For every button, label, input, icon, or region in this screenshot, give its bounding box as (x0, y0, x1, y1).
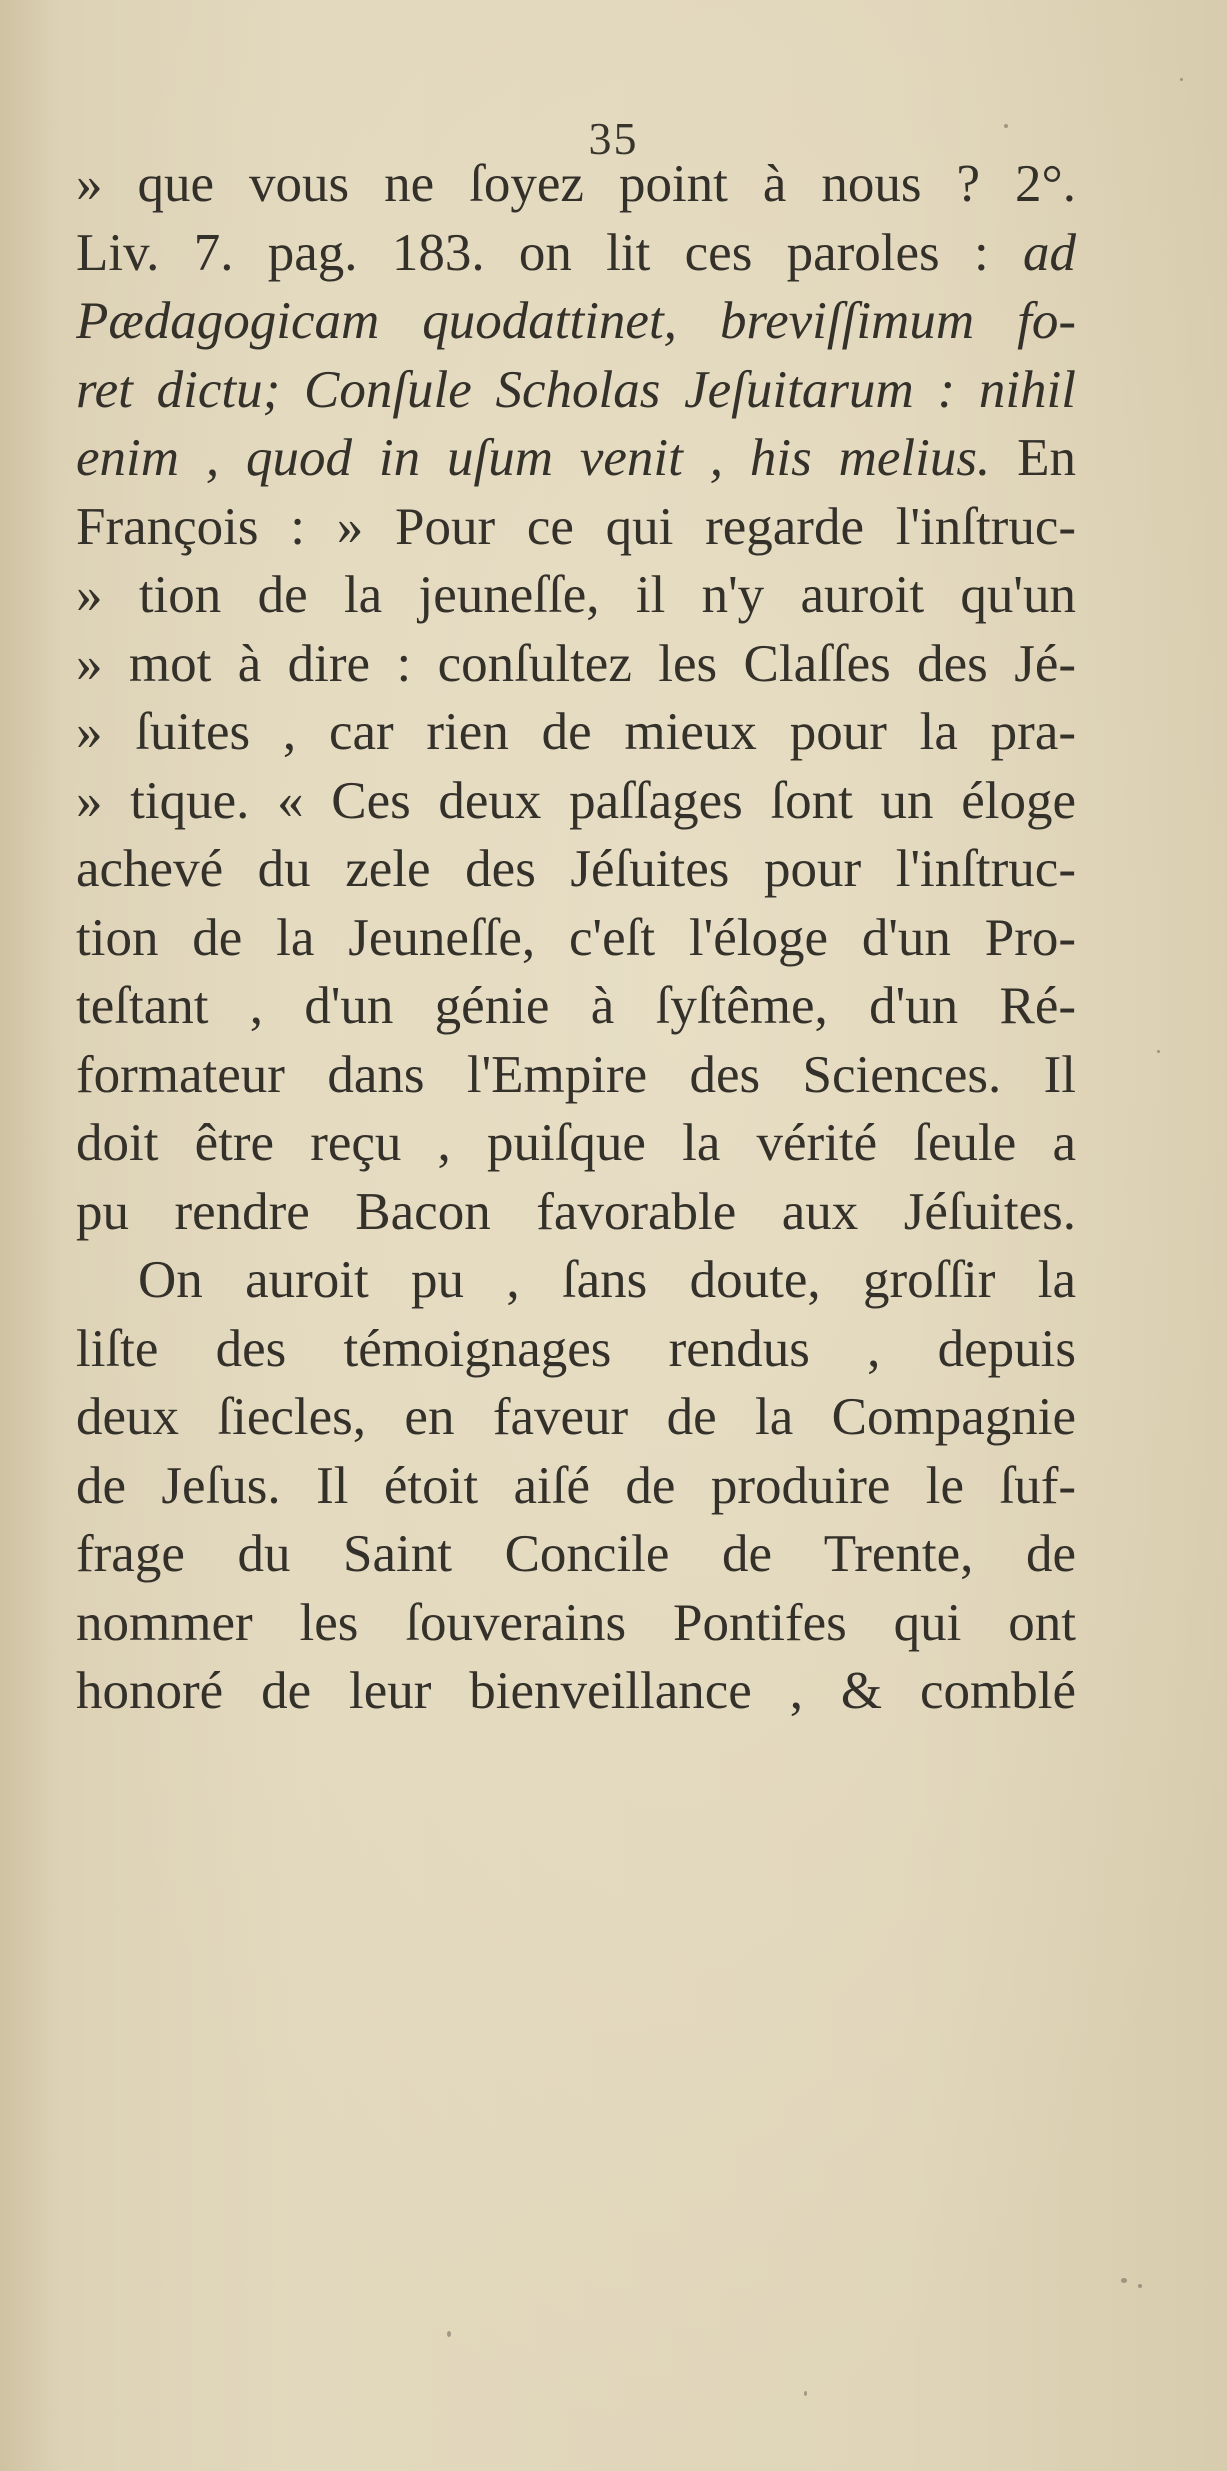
paper-speck (1004, 124, 1008, 128)
italic-text-segment: enim , quod in uſum venit , his melius. (76, 429, 991, 487)
text-segment: doit être reçu , puiſque la vérité ſeule a (76, 1114, 1076, 1172)
text-line (76, 1520, 1076, 1589)
text-line (76, 219, 1076, 288)
body-text (76, 150, 1076, 1726)
text-line (76, 1452, 1076, 1521)
text-line (76, 1383, 1076, 1452)
text-line (76, 1315, 1076, 1384)
text-segment: François : » Pour ce qui regarde l'inſtruc- (76, 497, 1076, 556)
paper-speck (447, 2331, 451, 2337)
text-segment: » mot à dire : conſultez les Claſſes des Jé- (76, 634, 1076, 693)
text-segment: frage du Saint Concile de Trente, de (76, 1525, 1076, 1583)
text-line (76, 1657, 1076, 1726)
text-segment: liſte des témoignages rendus , depuis (76, 1319, 1076, 1378)
text-line (76, 1246, 1076, 1315)
text-line (76, 1589, 1076, 1658)
text-line (76, 1109, 1076, 1178)
paper-speck (1157, 1050, 1160, 1053)
paper-speck (1180, 78, 1183, 81)
page-number: 35 (588, 113, 639, 164)
text-segment: pu rendre Bacon favorable aux Jéſuites. (76, 1182, 1076, 1241)
paper-speck (1121, 2278, 1127, 2283)
text-line (76, 561, 1076, 630)
text-segment: » que vous ne ſoyez point à nous ? 2°. (76, 155, 1076, 213)
text-segment: Liv. 7. pag. 183. on lit ces paroles : (76, 223, 1023, 282)
text-line (76, 356, 1076, 425)
text-segment: » ſuites , car rien de mieux pour la pra- (76, 703, 1076, 761)
text-line (76, 150, 1076, 219)
italic-text-segment: ad (1023, 223, 1076, 282)
text-line (76, 287, 1076, 356)
text-line (76, 1041, 1076, 1110)
paper-speck (804, 2391, 807, 2396)
text-segment: formateur dans l'Empire des Sciences. Il (76, 1045, 1076, 1104)
text-segment: tion de la Jeuneſſe, c'eſt l'éloge d'un Pro- (76, 908, 1076, 967)
text-line (76, 904, 1076, 973)
text-segment: de Jeſus. Il étoit aiſé de produire le ſuf- (76, 1456, 1076, 1515)
text-line (76, 835, 1076, 904)
text-line (76, 698, 1076, 767)
text-line (76, 493, 1076, 562)
paper-speck (1138, 2284, 1142, 2288)
text-segment: On auroit pu , ſans doute, groſſir la (138, 1251, 1076, 1309)
text-segment: nommer les ſouverains Pontifes qui ont (76, 1593, 1076, 1652)
text-segment: » tique. « Ces deux paſſages ſont un éloge (76, 771, 1076, 830)
italic-text-segment: Pædagogicam quodattinet, breviſſimum fo- (76, 292, 1076, 350)
text-line (76, 630, 1076, 699)
text-segment: honoré de leur bienveillance , & comblé (76, 1662, 1076, 1720)
text-segment: deux ſiecles, en faveur de la Compagnie (76, 1388, 1076, 1446)
text-line (76, 424, 1076, 493)
text-segment: teſtant , d'un génie à ſyſtême, d'un Ré- (76, 977, 1076, 1035)
text-line (76, 972, 1076, 1041)
text-line (76, 1178, 1076, 1247)
text-line (76, 767, 1076, 836)
text-segment: » tion de la jeuneſſe, il n'y auroit qu'un (76, 566, 1076, 624)
text-segment: En (990, 429, 1076, 487)
text-segment: achevé du zele des Jéſuites pour l'inſtruc- (76, 840, 1076, 898)
italic-text-segment: ret dictu; Conſule Scholas Jeſuitarum : nihil (76, 360, 1076, 419)
